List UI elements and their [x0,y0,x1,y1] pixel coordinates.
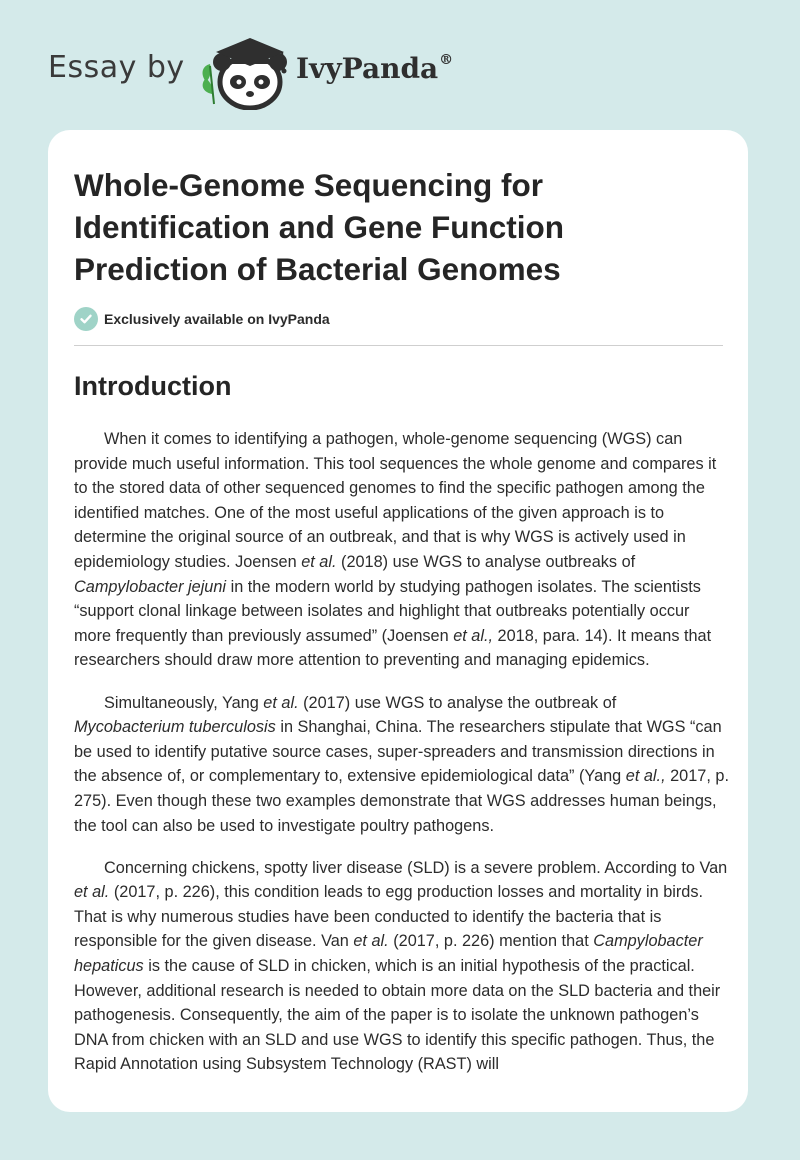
brand-name [296,52,453,85]
italic-text: Campylobacter jejuni [74,577,227,596]
text-run: in the modern world by studying pathogen isolates. The scientists “support clonal linkage between isolates and highlight that outbreaks potentially occur more frequently than previously assumed” (Joensen [74,577,701,645]
essay-title: Whole-Genome Sequencing for Identification and Gene Function Prediction of Bacterial Genomes [74,167,565,287]
divider [74,345,723,346]
text-run: (2018) use WGS to analyse outbreaks of [336,552,636,571]
text-run: (2017, p. 226), this condition leads to egg production losses and mortality in birds. That is why numerous studies have been conducted to identify the bacteria that is responsible for the given disease. Van [74,883,704,951]
text-run: (2017, p. 226) mention that [388,932,594,951]
text-run: (2017) use WGS to analyse the outbreak of [298,693,617,712]
essay-body [74,427,730,1095]
text-run: 2017, p. 275). Even though these two examples demonstrate that WGS addresses human beings, the tool can also be used to investigate poultry pathogens. [74,767,729,835]
text-run: in Shanghai, China. The researchers stipulate that WGS “can be used to identify putative source cases, super-spreaders and transmission directions in the absence of, or complementary to, extensive epidemiological data” (Yang [74,718,722,786]
registered-mark: ® [439,52,454,68]
italic-text: et al. [74,883,110,902]
italic-text: et al. [353,932,389,951]
italic-text: et al. [263,693,299,712]
site-header [0,0,800,130]
italic-text: et al. [301,552,337,571]
panda-graduate-icon[interactable] [198,30,298,110]
italic-text: Mycobacterium tuberculosis [74,718,276,737]
badge-text: Exclusively available on IvyPanda [104,311,330,327]
text-run: 2018, para. 14). It means that researchers should draw more attention to preventing and managing epidemics. [74,626,712,670]
paragraph [74,427,730,673]
text-run: When it comes to identifying a pathogen, whole-genome sequencing (WGS) can provide much useful information. This tool sequences the whole genome and compares it to the stored data of other sequenced genomes to find the specific pathogen among the identified matches. One of the most useful applications of the given approach is to determine the original source of an outbreak, and that is why WGS is actively used in epidemiology studies. Joensen [74,430,717,571]
essay-card [48,130,748,1112]
italic-text: et al., [453,626,494,645]
section-heading: Introduction [74,371,232,401]
paragraph [74,856,730,1077]
italic-text: et al., [625,767,666,786]
brand-prefix: Essay by [48,50,185,85]
text-run: Concerning chickens, spotty liver disease (SLD) is a severe problem. According to Van [104,858,728,877]
brand-name-text: IvyPanda [296,52,439,85]
text-run: is the cause of SLD in chicken, which is an initial hypothesis of the practical. However, additional research is needed to obtain more data on the SLD bacteria and their pathogenesis. Consequently, the aim of the paper is to isolate the unknown pathogen’s DNA from chicken with an SLD and use WGS to identify this specific pathogen. Thus, the Rapid Annotation using Subsystem Technology (RAST) will [74,957,721,1074]
check-circle-icon [74,307,98,331]
exclusive-badge [74,306,330,332]
italic-text: Campylobacter hepaticus [74,932,703,976]
text-run: Simultaneously, Yang [104,693,264,712]
paragraph [74,691,730,839]
